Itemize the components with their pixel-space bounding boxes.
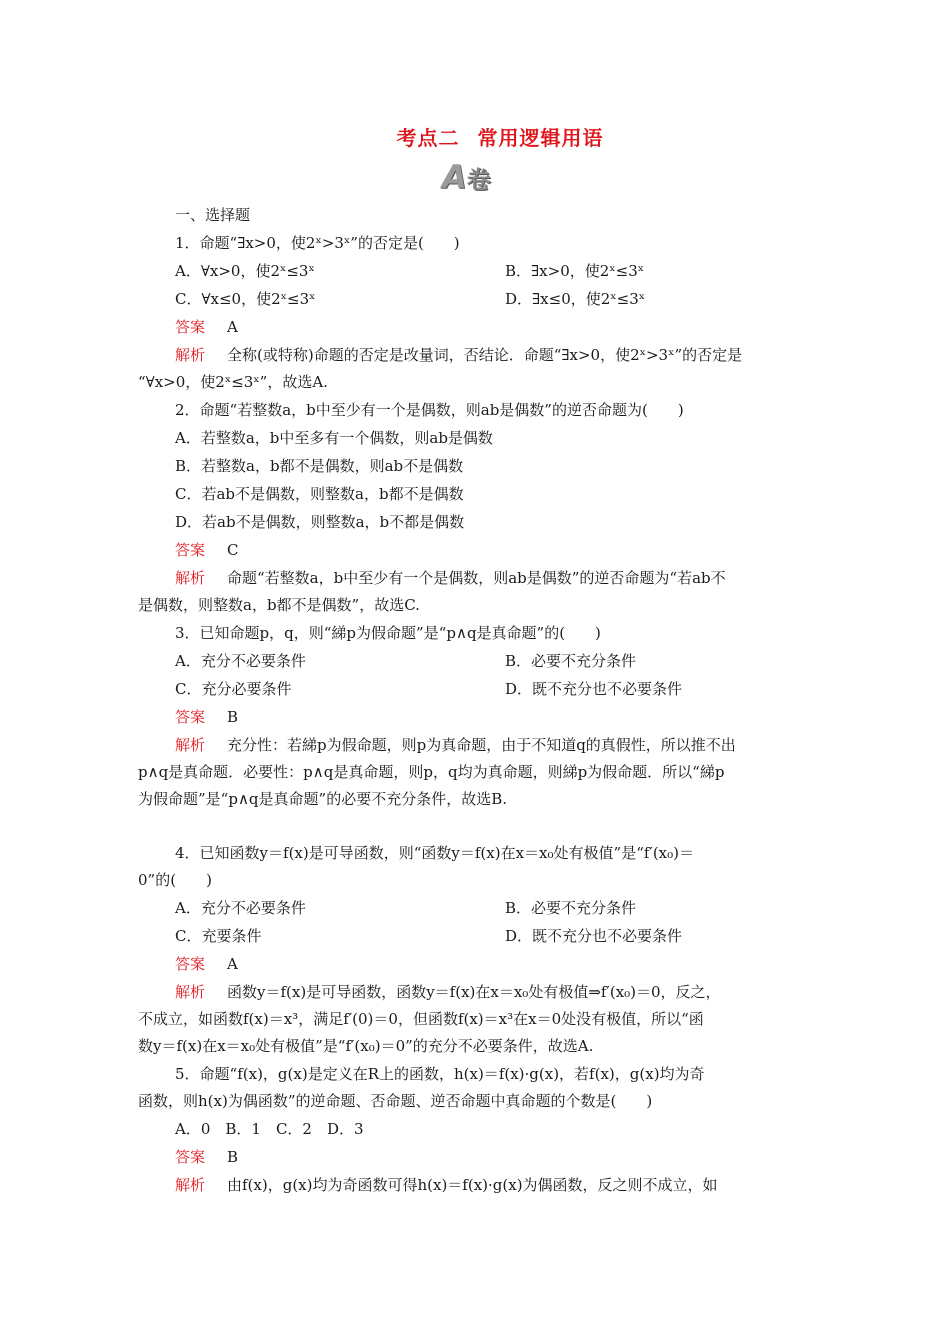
analysis-label: 解析 [175, 1176, 206, 1194]
answer-label: 答案 [175, 1148, 206, 1166]
q3-analysis-2: p∧q是真命题．必要性：p∧q是真命题，则p，q均为真命题，则綈p为假命题．所以“綈p [138, 763, 725, 781]
page-title [0, 122, 950, 151]
q5-stem-1: 5．命题“f(x)，g(x)是定义在R上的函数，h(x)＝f(x)·g(x)，若f(x)，g(x)均为奇 [175, 1065, 705, 1083]
title-part-1: 考点二 [396, 126, 460, 150]
q4-option-d: D．既不充分也不必要条件 [505, 927, 683, 945]
q2-stem: 2．命题“若整数a，b中至少有一个是偶数，则ab是偶数”的逆否命题为( ) [175, 401, 684, 419]
q2-answer-line [175, 540, 238, 560]
q4-answer-line [175, 954, 238, 974]
q1-analysis-2: “∀x>0，使2ˣ≤3ˣ”，故选A. [138, 373, 328, 391]
q3-option-a: A．充分不必要条件 [175, 652, 306, 670]
analysis-label: 解析 [175, 346, 206, 364]
section-heading: 一、选择题 [175, 206, 251, 224]
volume-suffix: 卷 [466, 166, 491, 194]
q3-answer-line [175, 707, 238, 727]
q3-analysis-1: 充分性：若綈p为假命题，则p为真命题，由于不知道q的真假性，所以推不出 [227, 736, 736, 754]
q2-analysis-2: 是偶数，则整数a，b都不是偶数”，故选C. [138, 596, 420, 614]
q1-option-d: D．∃x≤0，使2ˣ≤3ˣ [505, 290, 646, 308]
q4-stem-1: 4．已知函数y＝f(x)是可导函数，则“函数y＝f(x)在x＝x₀处有极值”是“f′(x₀)＝ [175, 844, 694, 862]
analysis-label: 解析 [175, 983, 206, 1001]
q1-answer: A [227, 318, 238, 336]
analysis-label: 解析 [175, 569, 206, 587]
q2-analysis-1: 命题“若整数a，b中至少有一个是偶数，则ab是偶数”的逆否命题为“若ab不 [227, 569, 726, 587]
q5-options: A．0 B．1 C．2 D．3 [175, 1120, 364, 1138]
q3-stem: 3．已知命题p，q，则“綈p为假命题”是“p∧q是真命题”的( ) [175, 624, 601, 642]
title-part-2: 常用逻辑用语 [477, 126, 604, 150]
q3-option-c: C．充分必要条件 [175, 680, 292, 698]
q2-option-d: D．若ab不是偶数，则整数a，b不都是偶数 [175, 513, 465, 531]
q4-analysis-2: 不成立，如函数f(x)＝x³，满足f′(0)＝0，但函数f(x)＝x³在x＝0处没有极值，所以“函 [138, 1010, 704, 1028]
answer-label: 答案 [175, 541, 206, 559]
q4-option-a: A．充分不必要条件 [175, 899, 306, 917]
q1-analysis-1: 全称(或特称)命题的否定是改量词，否结论．命题“∃x>0，使2ˣ>3ˣ”的否定是 [227, 346, 743, 364]
q1-option-c: C．∀x≤0，使2ˣ≤3ˣ [175, 290, 316, 308]
volume-badge [442, 160, 491, 194]
answer-label: 答案 [175, 708, 206, 726]
q1-option-a: A．∀x>0，使2ˣ≤3ˣ [175, 262, 315, 280]
q4-option-b: B．必要不充分条件 [505, 899, 637, 917]
q1-analysis-line-1 [175, 345, 742, 365]
q3-answer: B [227, 708, 239, 726]
q3-option-d: D．既不充分也不必要条件 [505, 680, 683, 698]
q2-answer: C [227, 541, 239, 559]
analysis-label: 解析 [175, 736, 206, 754]
q5-answer: B [227, 1148, 239, 1166]
volume-letter: A [442, 158, 467, 196]
q4-stem-2: 0”的( ) [138, 871, 212, 889]
q2-option-b: B．若整数a，b都不是偶数，则ab不是偶数 [175, 457, 464, 475]
q4-answer: A [227, 955, 238, 973]
q4-option-c: C．充要条件 [175, 927, 262, 945]
q5-answer-line [175, 1147, 238, 1167]
answer-label: 答案 [175, 955, 206, 973]
q1-option-b: B．∃x>0，使2ˣ≤3ˣ [505, 262, 645, 280]
q4-analysis-line-1 [175, 982, 721, 1002]
q3-analysis-3: 为假命题”是“p∧q是真命题”的必要不充分条件，故选B. [138, 790, 507, 808]
q5-analysis-line-1 [175, 1175, 718, 1195]
q1-stem: 1．命题“∃x>0，使2ˣ>3ˣ”的否定是( ) [175, 234, 460, 252]
q2-option-a: A．若整数a，b中至多有一个偶数，则ab是偶数 [175, 429, 493, 447]
q3-analysis-line-1 [175, 735, 736, 755]
q3-option-b: B．必要不充分条件 [505, 652, 637, 670]
q1-answer-line [175, 317, 238, 337]
q2-option-c: C．若ab不是偶数，则整数a，b都不是偶数 [175, 485, 464, 503]
q4-analysis-1: 函数y＝f(x)是可导函数，函数y＝f(x)在x＝x₀处有极值⇒f′(x₀)＝0，反之， [227, 983, 721, 1001]
q2-analysis-line-1 [175, 568, 726, 588]
q5-stem-2: 函数，则h(x)为偶函数”的逆命题、否命题、逆否命题中真命题的个数是( ) [138, 1092, 653, 1110]
q5-analysis-1: 由f(x)，g(x)均为奇函数可得h(x)＝f(x)·g(x)为偶函数，反之则不成立，如 [227, 1176, 718, 1194]
q4-analysis-3: 数y＝f(x)在x＝x₀处有极值”是“f′(x₀)＝0”的充分不必要条件，故选A. [138, 1037, 594, 1055]
answer-label: 答案 [175, 318, 206, 336]
